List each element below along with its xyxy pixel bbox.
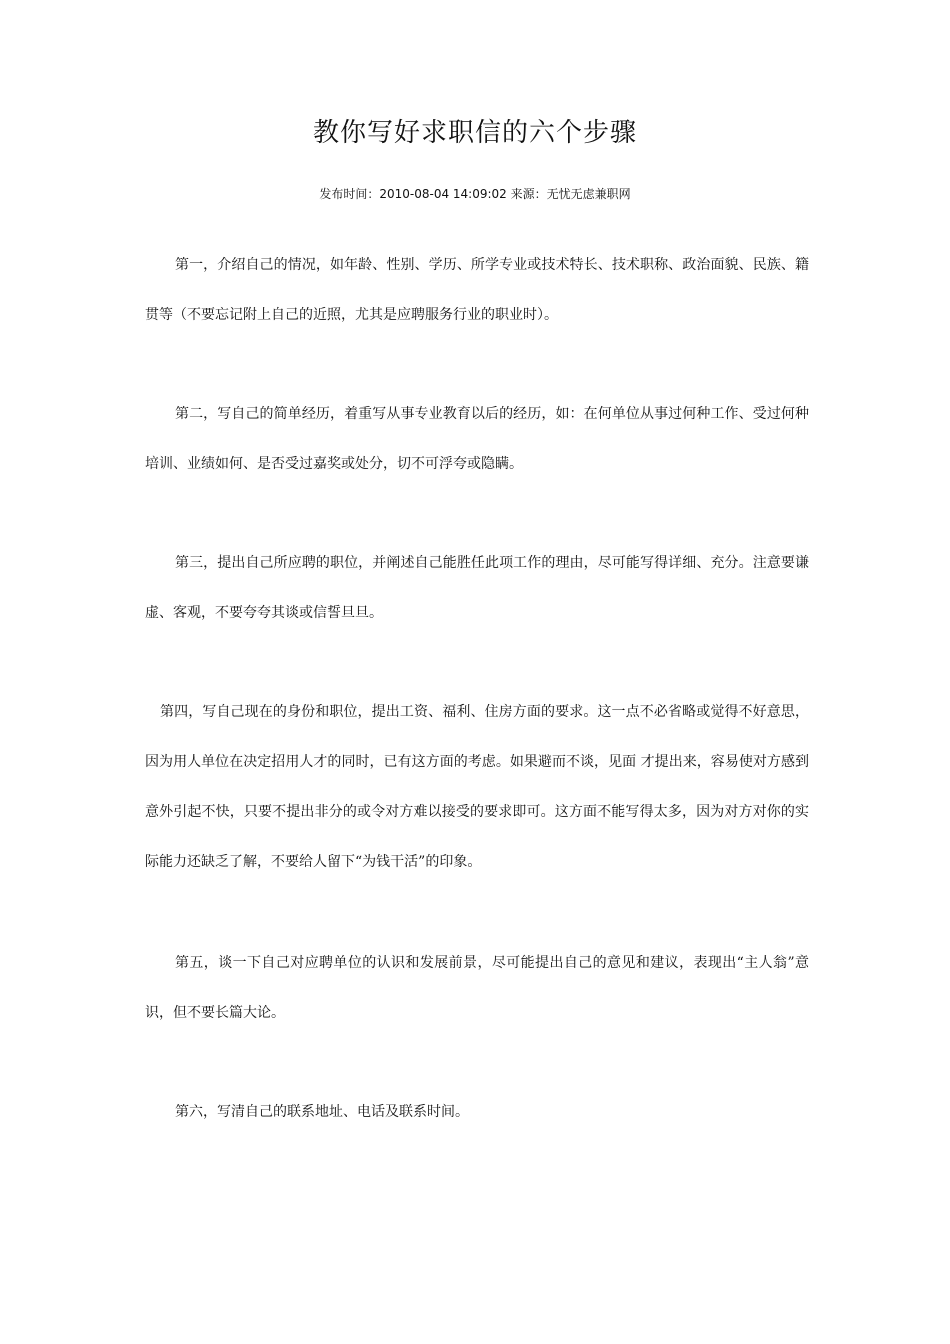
published-value: 2010-08-04 14:09:02: [379, 187, 507, 201]
document-meta: [0, 185, 950, 203]
source-label: 来源：: [510, 187, 547, 201]
document-title: 教你写好求职信的六个步骤: [312, 118, 637, 148]
paragraph-4: 第四，写自己现在的身份和职位，提出工资、福利、住房方面的要求。这一点不必省略或觉得不好意思，因为用人单位在决定招用人才的同时，已有这方面的考虑。如果避而不谈，见面 才提出来，容易使对方感到意外引起不快，只要不提出非分的或令对方难以接受的要求即可。这方面不能写得太多，因为对方对你的实际能力还缺乏了解，不要给人留下“为钱干活”的印象。: [145, 704, 809, 870]
paragraph-5: 第五，谈一下自己对应聘单位的认识和发展前景，尽可能提出自己的意见和建议，表现出“主人翁”意识，但不要长篇大论。: [145, 955, 809, 1021]
paragraph-3: 第三，提出自己所应聘的职位，并阐述自己能胜任此项工作的理由，尽可能写得详细、充分。注意要谦虚、客观，不要夸夸其谈或信誓旦旦。: [145, 555, 809, 621]
published-label: 发布时间：: [319, 187, 380, 201]
paragraph-2: 第二，写自己的简单经历，着重写从事专业教育以后的经历，如：在何单位从事过何种工作、受过何种培训、业绩如何、是否受过嘉奖或处分，切不可浮夸或隐瞒。: [145, 406, 809, 472]
source-value: 无忧无虑兼职网: [546, 187, 631, 201]
paragraph-6: 第六，写清自己的联系地址、电话及联系时间。: [175, 1104, 469, 1120]
paragraph-1: 第一，介绍自己的情况，如年龄、性别、学历、所学专业或技术特长、技术职称、政治面貌、民族、籍贯等（不要忘记附上自己的近照，尤其是应聘服务行业的职业时）。: [145, 257, 809, 323]
